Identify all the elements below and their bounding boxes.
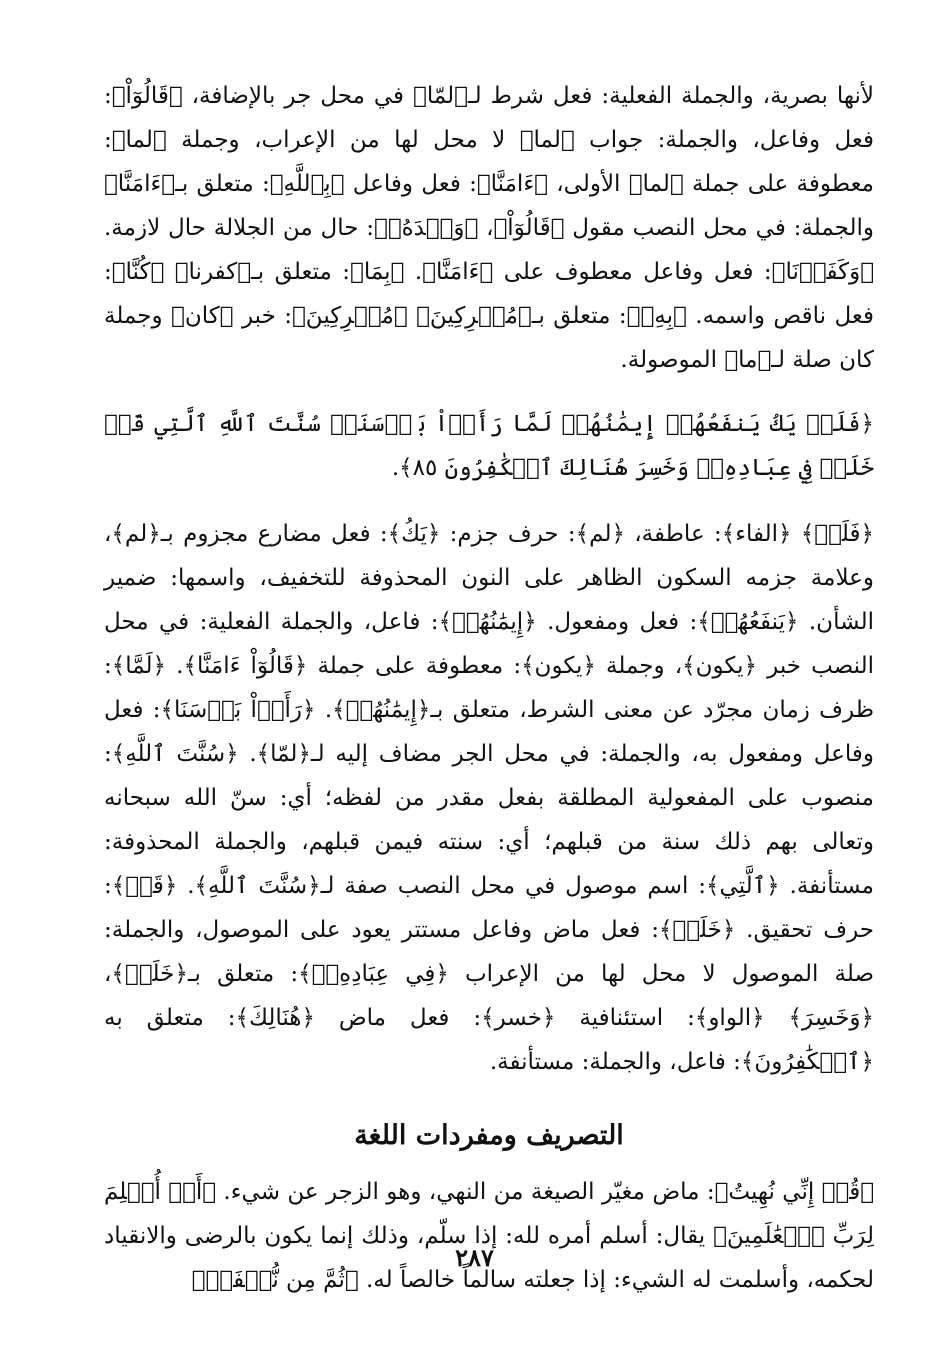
quran-verse: ﴿فَلَمۡ يَكُ يَنفَعُهُمۡ إِيمَٰنُهُمۡ لَمَّا رَأَوۡاْ بَأۡسَنَاۖ سُنَّتَ ٱللَّهِ ٱلَّتِي قَدۡ خَلَتۡ فِي عِبَادِهِۦۖ وَخَسِرَ هُنَالِكَ ٱلۡكَٰفِرُونَ ٨٥﴾. [104, 411, 874, 481]
section-heading: التصريف ومفردات اللغة [354, 1120, 624, 1151]
paragraph-irab-continued: لأنها بصرية، والجملة الفعلية: فعل شرط لـ﴿لمّا﴾ في محل جر بالإضافة، ﴿قَالُوٓاْ﴾: فعل وفاعل، والجملة: جواب ﴿لما﴾ لا محل لها من الإعراب، وجملة ﴿لما﴾: معطوفة على جملة ﴿لما﴾ الأولى، ﴿ءَامَنَّا﴾: فعل وفاعل ﴿بِٱللَّهِ﴾: متعلق بـ﴿ءَامَنَّا﴾ والجملة: في محل النصب مقول ﴿قَالُوٓاْ﴾، ﴿وَحۡدَهُۥ﴾: حال من الجلالة حال لازمة. ﴿وَكَفَرۡنَا﴾: فعل وفاعل معطوف على ﴿ءَامَنَّا﴾. ﴿بِمَا﴾: متعلق بـ﴿كفرنا﴾ ﴿كُنَّا﴾: فعل ناقص واسمه. ﴿بِهِۦ﴾: متعلق بـ﴿مُشۡرِكِينَ﴾ ﴿مُشۡرِكِينَ﴾: خبر ﴿كان﴾ وجملة كان صلة لـ﴿ما﴾ الموصولة. [104, 83, 874, 373]
paragraph-irab-verse: ﴿فَلَمۡ﴾ ﴿الفاء﴾: عاطفة، ﴿لم﴾: حرف جزم: ﴿يَكُ﴾: فعل مضارع مجزوم بـ﴿لم﴾، وعلامة جزمه السكون الظاهر على النون المحذوفة للتخفيف، واسمها: ضمير الشأن. ﴿يَنفَعُهُمۡ﴾: فعل ومفعول. ﴿إِيمَٰنُهُمۡ﴾: فاعل، والجملة الفعلية: في محل النصب خبر ﴿يكون﴾، وجملة ﴿يكون﴾: معطوفة على جملة ﴿قَالُوٓاْ ءَامَنَّا﴾. ﴿لَمَّا﴾: ظرف زمان مجرّد عن معنى الشرط، متعلق بـ﴿إِيمَٰنُهُمۡ﴾. ﴿رَأَوۡاْ بَأۡسَنَا﴾: فعل وفاعل ومفعول به، والجملة: في محل الجر مضاف إليه لـ﴿لمّا﴾. ﴿سُنَّتَ ٱللَّهِ﴾: منصوب على المفعولية المطلقة بفعل مقدر من لفظه؛ أي: سنّ الله سبحانه وتعالى بهم ذلك سنة من قبلهم؛ أي: سنته فيمن قبلهم، والجملة المحذوفة: مستأنفة. ﴿ٱلَّتِي﴾: اسم موصول في محل النصب صفة لـ﴿سُنَّتَ ٱللَّهِ﴾. ﴿قَدۡ﴾: حرف تحقيق. ﴿خَلَتۡ﴾: فعل ماض وفاعل مستتر يعود على الموصول، والجملة: صلة الموصول لا محل لها من الإعراب ﴿فِي عِبَادِهِۦۖ﴾: متعلق بـ﴿خَلَتۡ﴾، ﴿وَخَسِرَ﴾ ﴿الواو﴾: استئنافية ﴿خسر﴾: فعل ماض ﴿هُنَالِكَ﴾: متعلق به ﴿ٱلۡكَٰفِرُونَ﴾: فاعل، والجملة: مستأنفة. [104, 521, 874, 1075]
page-body [104, 70, 874, 1340]
paragraph-vocabulary: ﴿قُلۡ إِنِّي نُهِيتُ﴾: ماض مغيّر الصيغة من النهي، وهو الزجر عن شيء. ﴿أَنۡ أُسۡلِمَ لِرَبِّ ٱلۡعَٰلَمِينَ﴾ يقال: أسلم أمره لله: إذا سلّم، وذلك إنما يكون بالرضى والانقياد لحكمه، وأسلمت له الشيء: إذا جعلته سالماً خالصاً له. ﴿ثُمَّ مِن نُّطۡفَةٖ﴾ [104, 1179, 874, 1293]
page-number: ٢٨٧ [455, 1243, 494, 1272]
